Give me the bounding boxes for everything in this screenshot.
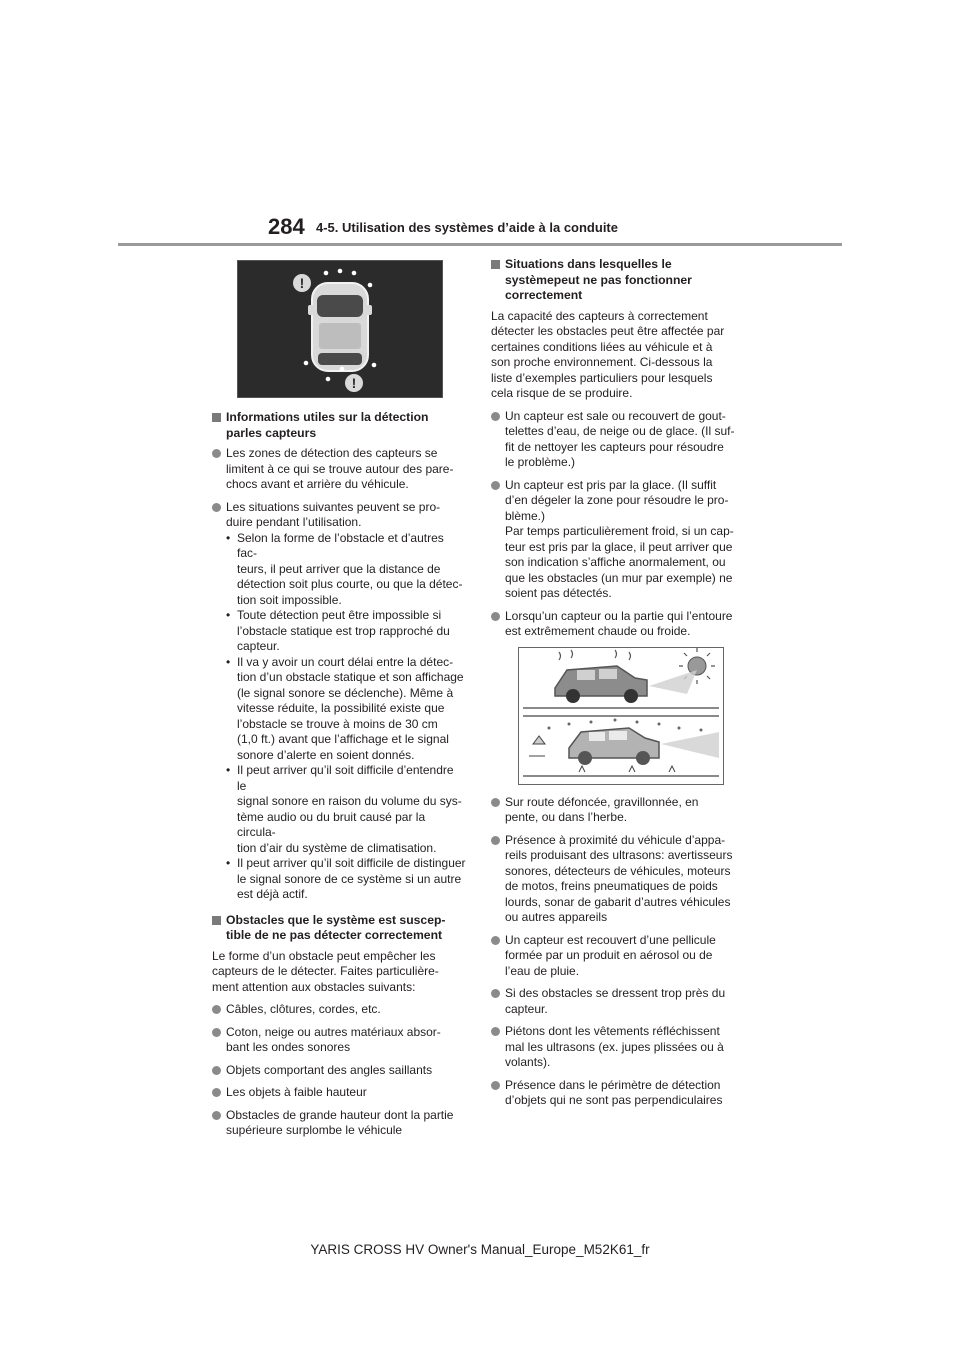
svg-text:!: ! [299,275,305,291]
car-top-view-icon [308,283,372,371]
heading-sensor-info: Informations utiles sur la détection parles capteurs [212,410,466,441]
list-item: Présence dans le périmètre de détection d’objets qui ne sont pas perpendiculaires [491,1078,745,1109]
square-bullet-icon [212,916,221,925]
list-item: Les situations suivantes peuvent se pro- duire pendant l’utilisation. • Selon la forme de l’obstacle et d’autres fac- teurs, il peut arriver que la distance de détection soit plus courte, ou que la détec- tion soit impossible. • Toute détection peut être impossible si l’obstacle statique est trop rapproché du capteur. • Il va y avoir un court délai entre la détec- tion d’un obstacle statique et son affichage (le signal sonore se déclenche). Même à vitesse réduite, la possibilité existe que l’obstacle se trouve à moins de 30 cm (1,0 ft.) avant que l’affichage et le signal sonore d’alerte en soient donnés. • Il peut arriver qu’il soit difficile d’entendre le signal sonore en raison du volume du sys- tème audio ou du bruit causé par la circula- tion d’air du système de climatisation. • Il peut arriver qu’il soit difficile de distinguer le signal sonore de ce système si un autre est déjà actif. [212,500,466,903]
bullet-dot-icon [212,1088,221,1097]
sub-item: • Il va y avoir un court délai entre la détec- tion d’un obstacle statique et son affichage (le signal sonore se déclenche). Même à vitesse réduite, la possibilité existe que l’obstacle se trouve à moins de 30 cm (1,0 ft.) avant que l’affichage et le signal sonore d’alerte en soient donnés. [226,654,464,762]
sensor-diagram [237,260,443,398]
footer-manual-id: YARIS CROSS HV Owner's Manual_Europe_M52K61_fr [310,1242,650,1257]
page-number: 284 [268,214,305,239]
section-title: 4-5. Utilisation des systèmes d’aide à la conduite [316,220,618,235]
paragraph: La capacité des capteurs à correctement détecter les obstacles peut être affectée par certaines conditions liées au véhicule et à son proche environnement. Ci-dessous la liste d’exemples particuliers pour lesquels cela risque de se produire. [491,308,725,400]
alert-icon [345,374,363,392]
bullet-dot-icon [491,836,500,845]
list-item: Câbles, clôtures, cordes, etc. [212,1002,466,1018]
list-item: Lorsqu’un capteur ou la partie qui l’entoure est extrêmement chaude ou froide. [491,609,745,640]
bullet-dot-icon [212,503,221,512]
header-rule [118,243,842,246]
left-column [212,260,466,1146]
list-item: Un capteur est recouvert d’une pellicule formée par un produit en aérosol ou de l’eau de pluie. [491,933,745,980]
bullet-dot-icon [212,1028,221,1037]
list-item: Les zones de détection des capteurs se limitent à ce qui se trouve autour des pare- chocs avant et arrière du véhicule. [212,446,466,493]
alert-icon [293,274,311,292]
right-column [491,257,745,1116]
list-item: Un capteur est pris par la glace. (Il suffit d’en dégeler la zone pour résoudre le pro- blème.) Par temps particulièrement froid, si un cap- teur est pris par la glace, il peut arriver que son indication s’affiche anormalement, ou que les obstacles (un mur par exemple) ne soient pas détectés. [491,478,745,602]
sub-item: • Il peut arriver qu’il soit difficile d’entendre le signal sonore en raison du volume du sys- tème audio ou du bruit causé par la circula- tion d’air du système de climatisation. [226,763,462,855]
list-item: Piétons dont les vêtements réfléchissent mal les ultrasons (ex. jupes plissées ou à volants). [491,1024,745,1071]
heading-obstacles: Obstacles que le système est suscep-tible de ne pas détecter correctement [212,913,466,944]
paragraph: Le forme d’un obstacle peut empêcher les capteurs de le détecter. Faites particulière- ment attention aux obstacles suivants: [212,948,439,994]
square-bullet-icon [212,413,221,422]
list-item: Obstacles de grande hauteur dont la partie supérieure surplombe le véhicule [212,1108,466,1139]
heading-situations: Situations dans lesquelles le systèmepeut ne pas fonctionner correctement [491,257,745,304]
weather-conditions-diagram [518,647,724,785]
bullet-dot-icon [491,936,500,945]
list-item: Les objets à faible hauteur [212,1085,466,1101]
bullet-dot-icon [212,449,221,458]
list-item: Si des obstacles se dressent trop près du capteur. [491,986,745,1017]
list-item: Un capteur est sale ou recouvert de gout- telettes d’eau, de neige ou de glace. (Il suf- fit de nettoyer les capteurs pour résoudre le problème.) [491,409,745,471]
square-bullet-icon [491,260,500,269]
bullet-dot-icon [491,1027,500,1036]
sub-item: • Selon la forme de l’obstacle et d’autres fac- teurs, il peut arriver que la distance de détection soit plus courte, ou que la détec- tion soit impossible. [226,530,463,607]
bullet-dot-icon [212,1066,221,1075]
bullet-dot-icon [491,481,500,490]
list-item: Présence à proximité du véhicule d’appa- reils produisant des ultrasons: avertisseurs sonores, détecteurs de véhicules, moteurs de motos, freins pneumatiques de poids lourds, sonar de gabarit d’autres véhicules ou autres appareils [491,833,745,926]
sub-item: • Il peut arriver qu’il soit difficile de distinguer le signal sonore de ce système si un autre est déjà actif. [226,856,466,901]
list-item: Objets comportant des angles saillants [212,1063,466,1079]
bullet-dot-icon [212,1111,221,1120]
sub-item: • Toute détection peut être impossible si l’obstacle statique est trop rapproché du capteur. [226,608,450,653]
bullet-dot-icon [491,1081,500,1090]
bullet-dot-icon [491,989,500,998]
bullet-dot-icon [491,798,500,807]
svg-text:!: ! [351,375,357,391]
bullet-dot-icon [491,612,500,621]
list-item: Sur route défoncée, gravillonnée, en pente, ou dans l’herbe. [491,795,745,826]
bullet-dot-icon [491,412,500,421]
bullet-dot-icon [212,1005,221,1014]
list-item: Coton, neige ou autres matériaux absor- bant les ondes sonores [212,1025,466,1056]
